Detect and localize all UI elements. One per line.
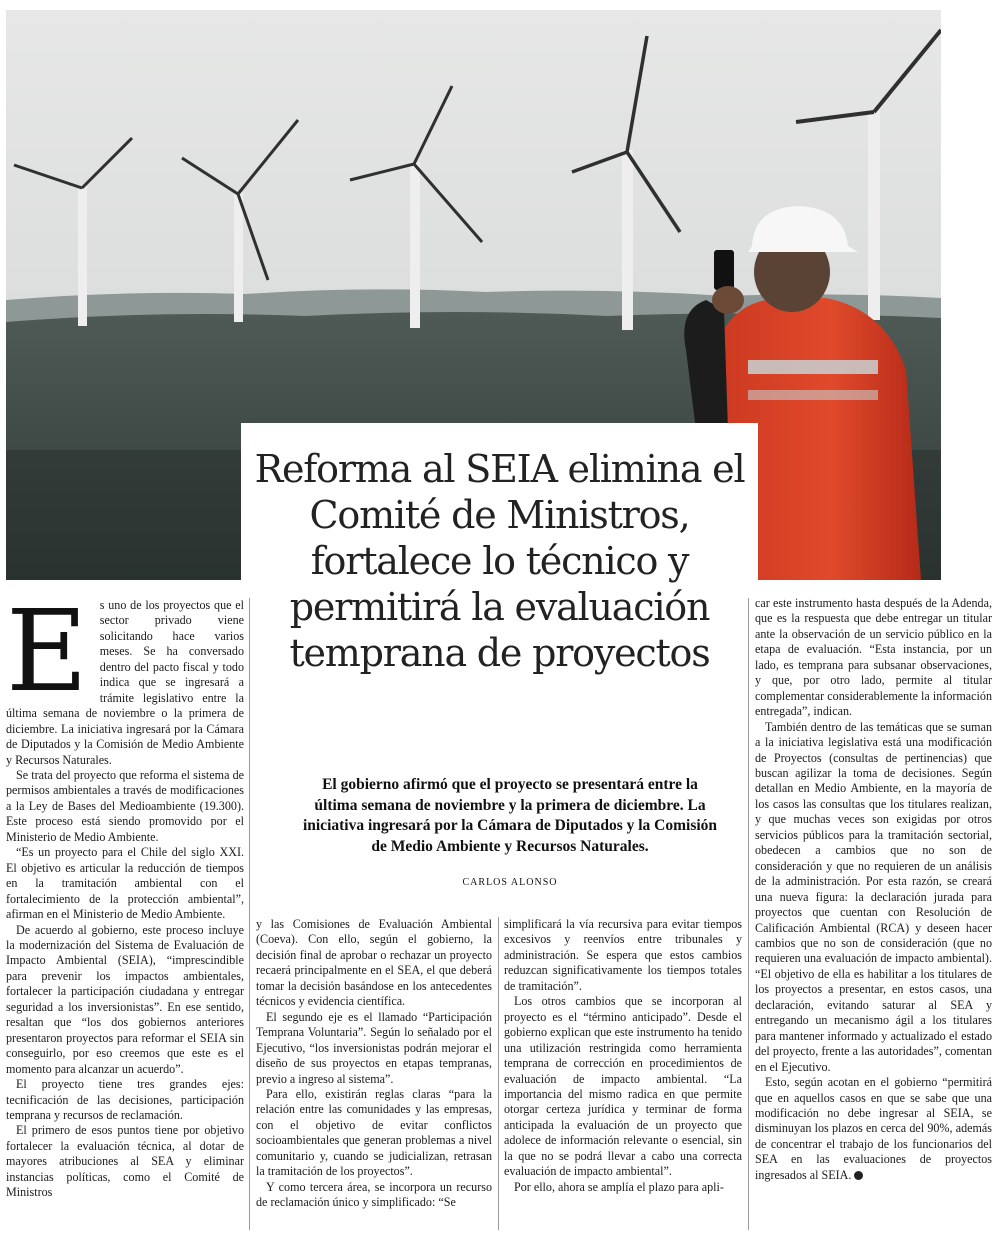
article-column-2 bbox=[256, 917, 492, 1211]
paragraph: Los otros cambios que se incorporan al proyecto es el “término anticipado”. Desde el gobierno explican que este instrumento ha tenido una utilización restringida como herramienta temprana de corrección en procedimientos de evaluación de impacto ambiental. “La importancia del mismo radica en que permite otorgar certeza jurídica y terminar de forma anticipada la evaluación de un proyecto que adolece de información relevante o esencial, sin la que no se podrá llevar a cabo una correcta evaluación de impacto ambiental”. bbox=[504, 994, 742, 1179]
paragraph: El primero de esos puntos tiene por objetivo fortalecer la evaluación técnica, al dotar de mayores atribuciones al SEA y eliminar instancias políticas, como el Comité de Ministros bbox=[6, 1123, 244, 1200]
paragraph: Para ello, existirán reglas claras “para la relación entre las comunidades y las empresas, con el objetivo de evitar conflictos socioambientales que generan problemas a nivel comunitario y, cuando se judicializan, retrasan la tramitación de los proyectos”. bbox=[256, 1086, 492, 1179]
article-column-3 bbox=[504, 917, 742, 1195]
paragraph: “Es un proyecto para el Chile del siglo XXI. El objetivo es articular la reducción de tiempos en la tramitación ambiental con el fortalecimiento de la protección ambiental”, afirman en el Ministerio de Medio Ambiente. bbox=[6, 845, 244, 922]
paragraph: Se trata del proyecto que reforma el sistema de permisos ambientales a través de modificaciones a la Ley de Bases del Medioambiente (19.300). Este proceso está siendo promovido por el Ministerio de Medio Ambiente. bbox=[6, 767, 244, 844]
paragraph: El proyecto tiene tres grandes ejes: tecnificación de las decisiones, participación temprana y recursos de reclamación. bbox=[6, 1077, 244, 1122]
drop-cap: E bbox=[6, 587, 88, 717]
column-rule bbox=[748, 598, 749, 1230]
paragraph: También dentro de las temáticas que se suman a la iniciativa legislativa está una modificación de Proyectos (consultas de pertinencias) que buscan agilizar la toma de decisiones. Según detallan en Medio Ambiente, en la mayoría de los casos las consultas que los titulares realizan, y que muchas veces son exigidas por otros servicios públicos para la tramitación sectorial, obedecen a cambios que no son de consideración y que no requieren de un análisis de la administración. Por esta razón, se creará una nueva figura: la declaración jurada para proyectos que cuentan con Resolución de Calificación Ambiental (RCA) y deseen hacer cambios que no son de consideración (que no requieren una evaluación de impacto ambiental). “El objetivo de ella es habilitar a los titulares de los proyectos a presentar, en estos casos, una declaración, evitando saturar al SEA y entregando un mecanismo ágil a los titulares para mantener informado y actualizado el estado del proyecto, frente a las autoridades”, comentan en el Ejecutivo. bbox=[755, 719, 992, 1074]
headline: Reforma al SEIA elimina el Comité de Ministros, fortalece lo técnico y permitirá la evaluación temprana de proyectos bbox=[254, 447, 745, 675]
paragraph: y las Comisiones de Evaluación Ambiental (Coeva). Con ello, según el gobierno, la decisión final de aprobar o rechazar un proyecto recaerá principalmente en el SEA, el que deberá tomar la decisión basándose en los antecedentes técnicos y evidencia científica. bbox=[256, 917, 492, 1009]
paragraph: De acuerdo al gobierno, este proceso incluye la modernización del Sistema de Evaluación de Impacto Ambiental (SEIA), “imprescindible para prevenir los impactos ambientales, fortalecer la participación ciudadana y entregar seguridad a los inversionistas”. En ese sentido, resaltan que “los dos gobiernos anteriores presentaron proyectos para reformar el SEIA sin conseguirlo, por eso creemos que este es el momento para alcanzar un acuerdo”. bbox=[6, 922, 244, 1076]
paragraph: El segundo eje es el llamado “Participación Temprana Voluntaria”. Según lo señalado por el Ejecutivo, “los inversionistas podrán mejorar el diseño de sus proyectos en etapas tempranas, previo a ingreso al sistema”. bbox=[256, 1009, 492, 1086]
column-rule bbox=[249, 598, 250, 1230]
paragraph: Y como tercera área, se incorpora un recurso de reclamación único y simplificado: “Se bbox=[256, 1179, 492, 1210]
paragraph: simplificará la vía recursiva para evitar tiempos excesivos y reenvíos entre tribunales y administración. Se espera que estos cambios reduzcan significativamente los tiempos totales de tramitación”. bbox=[504, 917, 742, 993]
article-column-4 bbox=[755, 596, 992, 1183]
paragraph: Es uno de los proyectos que el sector privado viene solicitando hace varios meses. Se ha conversado dentro del pacto fiscal y todo indica que se ingresará a trámite legislativo entre la última semana de noviembre o la primera de diciembre. La iniciativa ingresará por la Cámara de Diputados y la Comisión de Medio Ambiente y Recursos Naturales. bbox=[6, 587, 244, 767]
subheadline: El gobierno afirmó que el proyecto se presentará entre la última semana de noviembre y la primera de diciembre. La iniciativa ingresará por la Cámara de Diputados y la Comisión de Medio Ambiente y Recursos Naturales. bbox=[302, 776, 718, 855]
article-column-1 bbox=[6, 587, 244, 1201]
paragraph: Por ello, ahora se amplía el plazo para apli- bbox=[514, 1179, 724, 1194]
column-rule bbox=[498, 917, 499, 1230]
paragraph: car este instrumento hasta después de la Adenda, que es la respuesta que debe entregar un titular ante la observación de un servicio público en la etapa de evaluación. “Esta instancia, por un lado, es temprana para subsanar observaciones, y que, por otro lado, permite al titular complementar considerablemente la información entregada”, indican. bbox=[755, 596, 992, 719]
end-mark-icon bbox=[854, 1171, 863, 1180]
paragraph: Esto, según acotan en el gobierno “permitirá que en aquellos casos en que se sabe que una modificación no debe ingresar al SEIA, se disminuyan los plazos en cerca del 90%, además de concentrar el trabajo de los funcionarios del SEA en las evaluaciones de proyectos ingresados al SEIA. bbox=[755, 1075, 992, 1182]
byline: CARLOS ALONSO bbox=[462, 877, 558, 888]
